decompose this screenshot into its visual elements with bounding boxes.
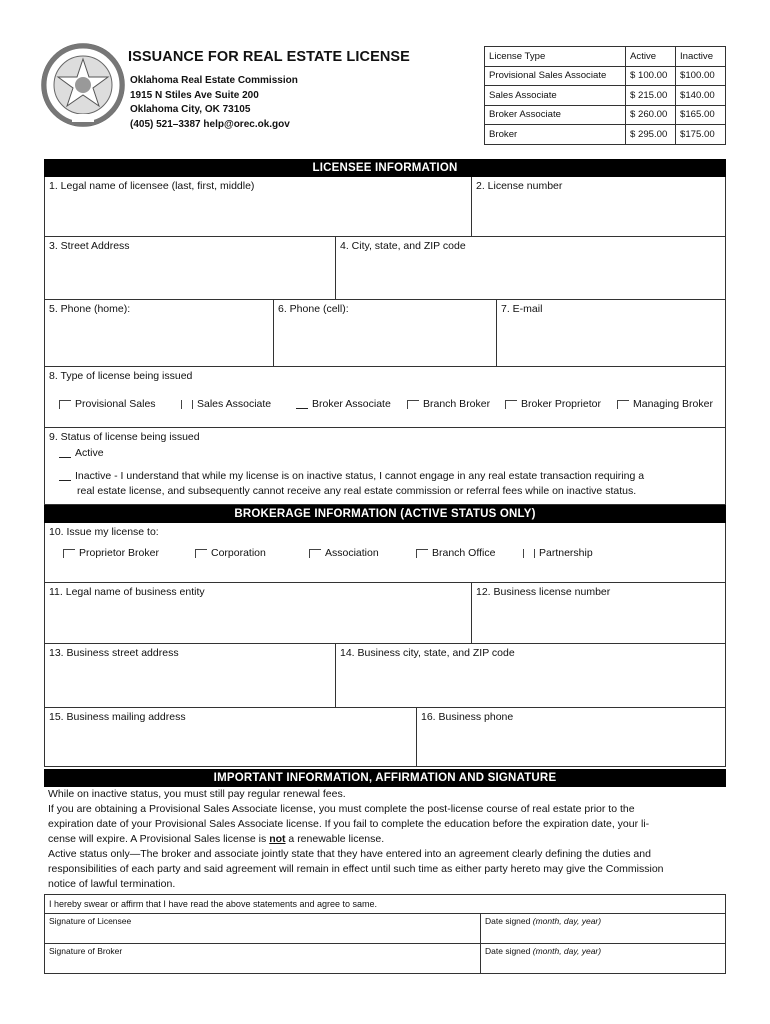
option-label: Active	[75, 447, 104, 459]
option-label: Association	[325, 547, 379, 559]
date-label: Date signed	[485, 916, 531, 926]
option-active[interactable]	[59, 447, 104, 459]
license-type-section	[44, 367, 726, 428]
affirmation-text: I hereby swear or affirm that I have read the above statements and agree to same.	[49, 899, 378, 909]
licensee-section-heading: LICENSEE INFORMATION	[44, 159, 726, 177]
option-label: Proprietor Broker	[79, 547, 159, 559]
city-state-zip-field[interactable]	[336, 237, 725, 299]
business-entity-name-label: 11. Legal name of business entity	[49, 586, 205, 598]
option-association[interactable]	[309, 547, 379, 559]
fee-col-inactive: Inactive	[676, 47, 726, 67]
fee-table	[484, 46, 726, 145]
option-proprietor-broker[interactable]	[63, 547, 159, 559]
fee-row	[485, 66, 726, 86]
licensee-row-3	[44, 300, 726, 367]
fee-row	[485, 125, 726, 145]
fee-inactive: $140.00	[676, 86, 726, 106]
fee-col-type: License Type	[485, 47, 626, 67]
broker-signature-field[interactable]	[45, 944, 481, 973]
business-phone-label: 16. Business phone	[421, 711, 514, 723]
fee-active: $ 215.00	[626, 86, 676, 106]
form-body	[44, 159, 726, 974]
checkbox-icon[interactable]	[63, 549, 75, 558]
brokerage-row-1	[44, 583, 726, 644]
option-label: Corporation	[211, 547, 266, 559]
date-hint: (month, day, year)	[532, 946, 602, 956]
business-street-label: 13. Business street address	[49, 647, 179, 659]
info-text: a renewable license.	[285, 833, 385, 845]
signature-block	[44, 894, 726, 974]
fee-row	[485, 86, 726, 106]
option-label: Managing Broker	[633, 398, 713, 410]
fee-type: Provisional Sales Associate	[485, 66, 626, 86]
broker-signature-label: Signature of Broker	[49, 946, 123, 956]
licensee-row-1	[44, 177, 726, 237]
option-branch-broker[interactable]	[407, 398, 490, 410]
info-line: Active status only—The broker and associate jointly state that they have entered into an agreement clearly defining the duties and	[48, 848, 651, 860]
option-label: Partnership	[539, 547, 593, 559]
important-info-text	[44, 787, 726, 892]
agency-street: 1915 N Stiles Ave Suite 200	[130, 89, 259, 101]
info-line: While on inactive status, you must still pay regular renewal fees.	[48, 788, 346, 800]
licensee-signature-field[interactable]	[45, 914, 481, 943]
brokerage-row-3	[44, 708, 726, 767]
brokerage-section-heading: BROKERAGE INFORMATION (ACTIVE STATUS ONLY)	[44, 505, 726, 523]
business-phone-field[interactable]	[417, 708, 725, 766]
checkbox-icon[interactable]	[505, 400, 517, 409]
business-mailing-field[interactable]	[45, 708, 417, 766]
form-title: ISSUANCE FOR REAL ESTATE LICENSE	[128, 49, 410, 65]
option-branch-office[interactable]	[416, 547, 495, 559]
fee-col-active: Active	[626, 47, 676, 67]
agency-name: Oklahoma Real Estate Commission	[130, 75, 298, 86]
checkbox-icon[interactable]	[181, 400, 193, 409]
phone-cell-field[interactable]	[274, 300, 497, 366]
option-corporation[interactable]	[195, 547, 266, 559]
issue-to-section	[44, 523, 726, 583]
fee-type: Sales Associate	[485, 86, 626, 106]
checkbox-icon[interactable]	[296, 400, 308, 409]
checkbox-icon[interactable]	[309, 549, 321, 558]
option-label: Broker Proprietor	[521, 398, 601, 410]
fee-type: Broker Associate	[485, 105, 626, 125]
license-status-label: 9. Status of license being issued	[49, 431, 200, 443]
business-city-field[interactable]	[336, 644, 725, 707]
option-label: Broker Associate	[312, 398, 391, 410]
agency-contact: (405) 521–3387 help@orec.ok.gov	[130, 118, 290, 130]
inactive-text-continued: real estate license, and subsequently cannot receive any real estate commission or referral fees while on inactive status.	[77, 485, 637, 497]
option-sales-associate[interactable]	[181, 398, 271, 410]
email-field[interactable]	[497, 300, 725, 366]
fee-inactive: $165.00	[676, 105, 726, 125]
inactive-text: Inactive - I understand that while my license is on inactive status, I cannot engage in any real estate transaction requiring a	[75, 470, 645, 482]
phone-home-label: 5. Phone (home):	[49, 303, 131, 315]
option-inactive[interactable]	[59, 470, 644, 482]
date-label: Date signed	[485, 946, 531, 956]
fee-row	[485, 105, 726, 125]
info-text: cense will expire. A Provisional Sales license is	[48, 833, 270, 845]
checkbox-icon[interactable]	[195, 549, 207, 558]
license-number-field[interactable]	[472, 177, 725, 236]
licensee-date-field[interactable]	[481, 914, 725, 943]
option-provisional-sales[interactable]	[59, 398, 156, 410]
option-label: Branch Broker	[423, 398, 491, 410]
date-hint: (month, day, year)	[532, 916, 602, 926]
checkbox-icon[interactable]	[59, 472, 71, 481]
info-line: responsibilities of each party and said agreement will remain in effect until such time as either party hereto may give the Commission	[48, 863, 664, 875]
license-status-section	[44, 428, 726, 505]
info-line: expiration date of your Provisional Sales Associate license. If you fail to complete the education before the expiration date, your li-	[48, 818, 650, 830]
phone-cell-label: 6. Phone (cell):	[278, 303, 349, 315]
option-label: Provisional Sales	[75, 398, 156, 410]
fee-active: $ 295.00	[626, 125, 676, 145]
broker-date-field[interactable]	[481, 944, 725, 973]
option-partnership[interactable]	[523, 547, 593, 559]
city-state-zip-label: 4. City, state, and ZIP code	[340, 240, 466, 252]
business-street-field[interactable]	[45, 644, 336, 707]
agency-city: Oklahoma City, OK 73105	[130, 104, 251, 115]
legal-name-label: 1. Legal name of licensee (last, first, middle)	[49, 180, 255, 192]
checkbox-icon[interactable]	[59, 400, 71, 409]
brokerage-row-2	[44, 644, 726, 708]
street-address-field[interactable]	[45, 237, 336, 299]
fee-table-header	[485, 47, 726, 67]
business-entity-name-field[interactable]	[45, 583, 472, 643]
info-line: notice of lawful termination.	[48, 878, 176, 890]
license-type-label: 8. Type of license being issued	[49, 370, 193, 382]
checkbox-icon[interactable]	[59, 449, 71, 458]
checkbox-icon[interactable]	[617, 400, 629, 409]
option-label: Branch Office	[432, 547, 496, 559]
phone-home-field[interactable]	[45, 300, 274, 366]
option-broker-associate[interactable]	[296, 398, 391, 410]
issue-to-label: 10. Issue my license to:	[49, 526, 159, 538]
fee-active: $ 260.00	[626, 105, 676, 125]
fee-inactive: $100.00	[676, 66, 726, 86]
legal-name-field[interactable]	[45, 177, 472, 236]
important-section-heading: IMPORTANT INFORMATION, AFFIRMATION AND SIGNATURE	[44, 769, 726, 787]
fee-active: $ 100.00	[626, 66, 676, 86]
info-line	[48, 832, 722, 847]
checkbox-icon[interactable]	[407, 400, 419, 409]
info-line: If you are obtaining a Provisional Sales Associate license, you must complete the post-license course of real estate prior to the	[48, 803, 635, 815]
checkbox-icon[interactable]	[416, 549, 428, 558]
checkbox-icon[interactable]	[523, 549, 535, 558]
street-address-label: 3. Street Address	[49, 240, 130, 252]
agency-address	[130, 74, 298, 132]
business-city-label: 14. Business city, state, and ZIP code	[340, 647, 515, 659]
option-label: Sales Associate	[197, 398, 272, 410]
emphasis-not: not	[269, 833, 286, 845]
business-license-number-label: 12. Business license number	[476, 586, 611, 598]
option-managing-broker[interactable]	[617, 398, 713, 410]
licensee-signature-row	[45, 913, 725, 943]
business-mailing-label: 15. Business mailing address	[49, 711, 186, 723]
license-number-label: 2. License number	[476, 180, 563, 192]
licensee-signature-label: Signature of Licensee	[49, 916, 132, 926]
broker-signature-row	[45, 943, 725, 973]
fee-type: Broker	[485, 125, 626, 145]
business-license-number-field[interactable]	[472, 583, 725, 643]
option-broker-proprietor[interactable]	[505, 398, 601, 410]
email-label: 7. E-mail	[501, 303, 543, 315]
state-seal-logo	[40, 42, 126, 128]
licensee-row-2	[44, 237, 726, 300]
fee-inactive: $175.00	[676, 125, 726, 145]
